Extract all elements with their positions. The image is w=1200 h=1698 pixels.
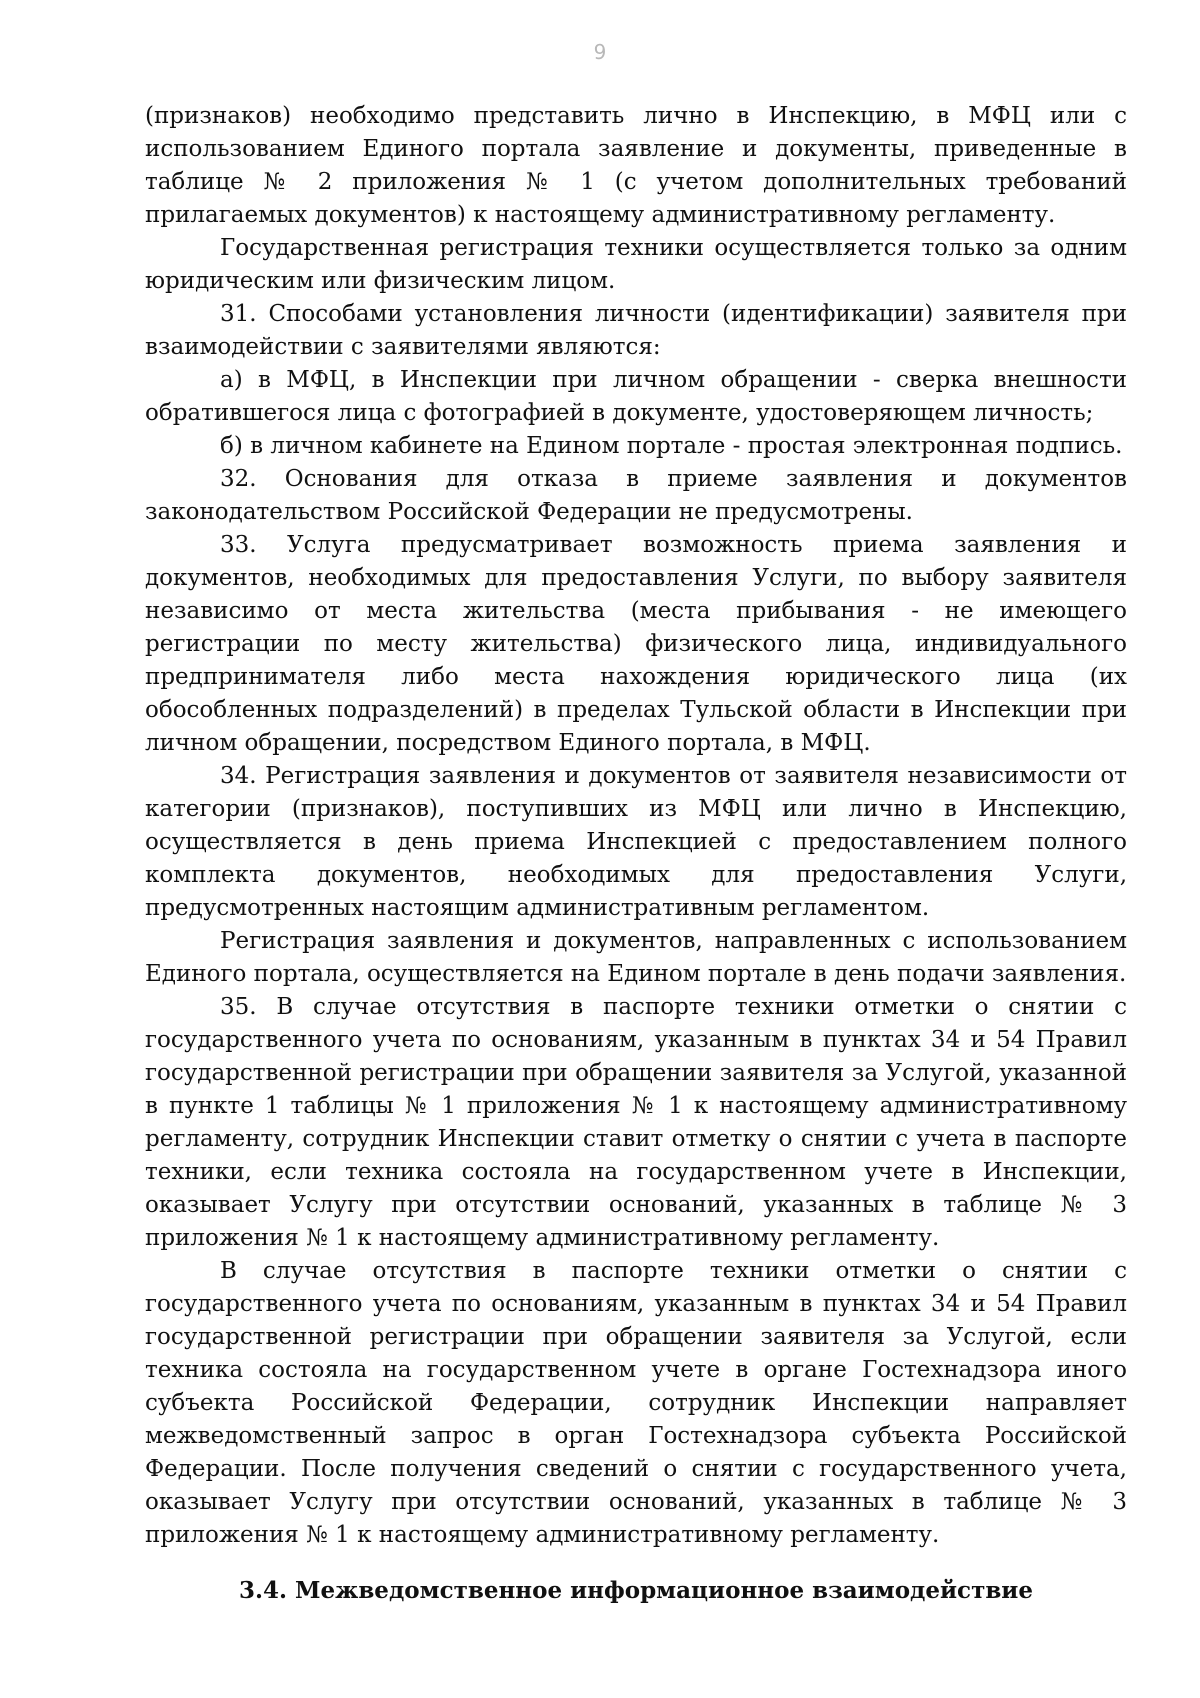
page-number: 9 (593, 40, 607, 64)
paragraph-item-35-other-region: В случае отсутствия в паспорте техники отметки о снятии с государственного учета по основаниям, указанным в пунктах 34 и 54 Правил государственной регистрации при обращении заявителя за Услугой, если техника состояла на государственном учете в органе Гостехнадзора иного субъекта Российской Федерации, сотрудник Инспекции направляет межведомственный запрос в орган Гостехнадзора субъекта Российской Федерации. После получения сведений о снятии с государственного учета, оказывает Услугу при отсутствии оснований, указанных в таблице № 3 приложения № 1 к настоящему административному регламенту. (145, 1258, 1127, 1548)
section-heading: 3.4. Межведомственное информационное взаимодействие (238, 1577, 1033, 1604)
paragraph-item-32: 32. Основания для отказа в приеме заявления и документов законодательством Российской Федерации не предусмотрены. (145, 466, 1127, 525)
paragraph-item-34: 34. Регистрация заявления и документов от заявителя независимости от категории (признаков), поступивших из МФЦ или лично в Инспекцию, осуществляется в день приема Инспекцией с предоставлением полного комплекта документов, необходимых для предоставления Услуги, предусмотренных настоящим административным регламентом. (145, 763, 1127, 921)
paragraph-item-31: 31. Способами установления личности (идентификации) заявителя при взаимодействии с заявителями являются: (145, 301, 1127, 360)
paragraph-registration-single-person: Государственная регистрация техники осуществляется только за одним юридическим или физическим лицом. (145, 235, 1127, 294)
document-body (145, 100, 1127, 1552)
paragraph-item-34-portal: Регистрация заявления и документов, направленных с использованием Единого портала, осуществляется на Едином портале в день подачи заявления. (145, 928, 1127, 987)
paragraph-item-35: 35. В случае отсутствия в паспорте техники отметки о снятии с государственного учета по основаниям, указанным в пунктах 34 и 54 Правил государственной регистрации при обращении заявителя за Услугой, указанной в пункте 1 таблицы № 1 приложения № 1 к настоящему административному регламенту, сотрудник Инспекции ставит отметку о снятии с учета в паспорте техники, если техника состояла на государственном учете в Инспекции, оказывает Услугу при отсутствии оснований, указанных в таблице № 3 приложения № 1 к настоящему административному регламенту. (145, 994, 1127, 1251)
paragraph-item-33: 33. Услуга предусматривает возможность приема заявления и документов, необходимых для предоставления Услуги, по выбору заявителя независимо от места жительства (места прибывания - не имеющего регистрации по месту жительства) физического лица, индивидуального предпринимателя либо места нахождения юридического лица (их обособленных подразделений) в пределах Тульской области в Инспекции при личном обращении, посредством Единого портала, в МФЦ. (145, 532, 1127, 756)
paragraph-item-31-a: а) в МФЦ, в Инспекции при личном обращении - сверка внешности обратившегося лица с фотографией в документе, удостоверяющем личность; (145, 367, 1127, 426)
paragraph-item-31-b: б) в личном кабинете на Едином портале - простая электронная подпись. (220, 433, 1123, 459)
paragraph-continuation: (признаков) необходимо представить лично в Инспекцию, в МФЦ или с использованием Единого портала заявление и документы, приведенные в таблице № 2 приложения № 1 (с учетом дополнительных требований прилагаемых документов) к настоящему административному регламенту. (145, 103, 1127, 228)
